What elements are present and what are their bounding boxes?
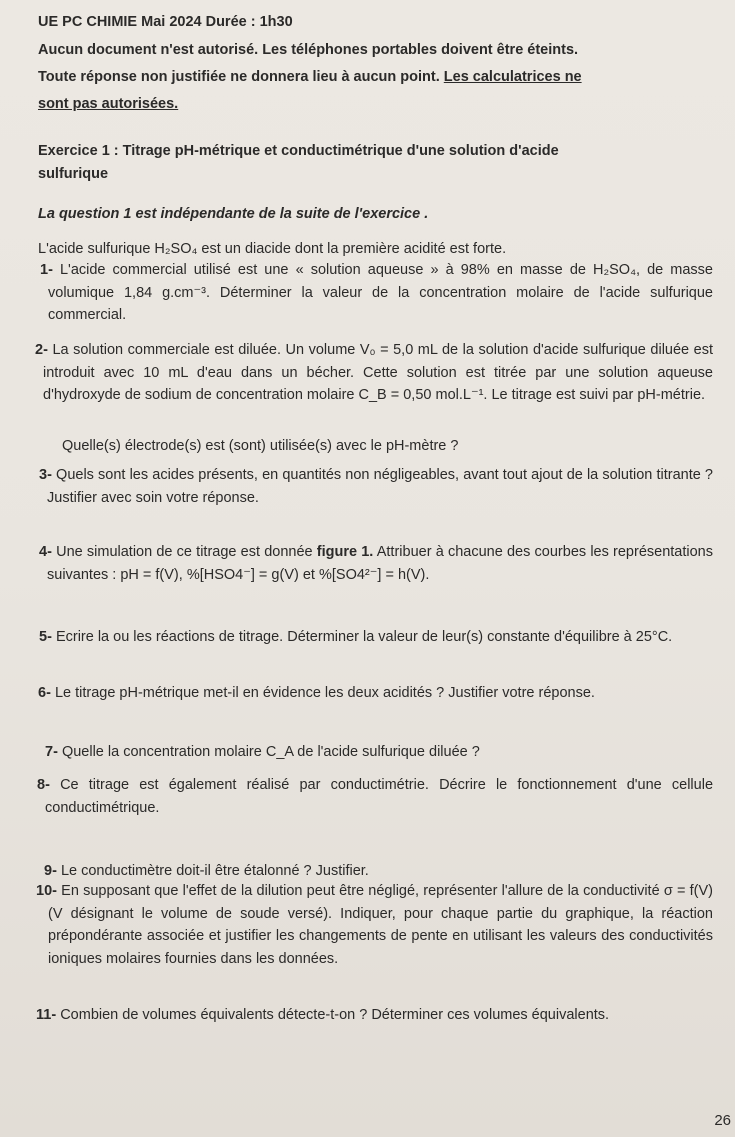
exam-rules-line-1: Aucun document n'est autorisé. Les téléphones portables doivent être éteints. xyxy=(38,42,579,58)
independence-note: La question 1 est indépendante de la suite de l'exercice . xyxy=(38,206,429,222)
question-11: 11- Combien de volumes équivalents détecte-t-on ? Déterminer ces volumes équivalents. xyxy=(36,1007,610,1023)
page-number: 26 xyxy=(714,1112,731,1129)
exam-rules-line-3: sont pas autorisées. xyxy=(38,96,179,112)
question-9: 9- Le conductimètre doit-il être étalonné ? Justifier. xyxy=(44,863,369,879)
question-1: 1- L'acide commercial utilisé est une « solution aqueuse » à 98% en masse de H₂SO₄, de masse volumique 1,84 g.cm⁻³. Déterminer la valeur de la concentration molaire de l'acide sulfurique commercial. xyxy=(40,262,713,324)
exercise-title-line-2: sulfurique xyxy=(38,166,109,182)
intro-text: L'acide sulfurique H₂SO₄ est un diacide dont la première acidité est forte. xyxy=(38,241,507,257)
question-3: 3- Quels sont les acides présents, en quantités non négligeables, avant tout ajout de la solution titrante ? Justifier avec soin votre réponse. xyxy=(39,467,713,506)
question-5: 5- Ecrire la ou les réactions de titrage. Déterminer la valeur de leur(s) constante d'équilibre à 25°C. xyxy=(39,629,673,645)
exam-header-title: UE PC CHIMIE Mai 2024 Durée : 1h30 xyxy=(38,14,293,30)
question-10: 10- En supposant que l'effet de la dilution peut être négligé, représenter l'allure de la conductivité σ = f(V) (V désignant le volume de soude versé). Indiquer, pour chaque partie du graphique, la réaction prépondérante associée et justifier les changements de pente en utilisant les valeurs des conductivités ioniques molaires fournies dans les données. xyxy=(36,883,714,968)
question-4: 4- Une simulation de ce titrage est donnée figure 1. Attribuer à chacune des courbes les représentations suivantes : pH = f(V), %[HSO4⁻] = g(V) et %[SO4²⁻] = h(V). xyxy=(39,544,713,583)
question-8: 8- Ce titrage est également réalisé par conductimétrie. Décrire le fonctionnement d'une cellule conductimétrique. xyxy=(37,777,714,816)
exercise-title: Exercice 1 : Titrage pH-métrique et conductimétrique d'une solution d'acide xyxy=(38,143,559,159)
question-2-follow-up: Quelle(s) électrode(s) est (sont) utilisée(s) avec le pH-mètre ? xyxy=(62,438,459,454)
exam-rules-line-2: Toute réponse non justifiée ne donnera lieu à aucun point. Les calculatrices ne xyxy=(38,69,582,85)
question-6: 6- Le titrage pH-métrique met-il en évidence les deux acidités ? Justifier votre réponse. xyxy=(38,685,595,701)
question-7: 7- Quelle la concentration molaire C_A de l'acide sulfurique diluée ? xyxy=(45,744,480,760)
question-2: 2- La solution commerciale est diluée. Un volume V₀ = 5,0 mL de la solution d'acide sulfurique diluée est introduit avec 10 mL d'eau dans un bécher. Cette solution est titrée par une solution aqueuse d'hydroxyde de sodium de concentration molaire C_B = 0,50 mol.L⁻¹. Le titrage est suivi par pH-métrie. xyxy=(35,342,713,404)
